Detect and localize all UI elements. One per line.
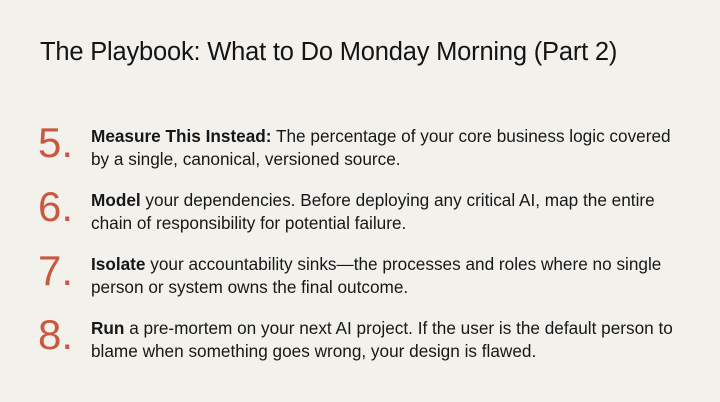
- item-number: 6.: [38, 183, 74, 230]
- item-text: [91, 189, 687, 235]
- item-lead: Model: [91, 190, 141, 210]
- item-text: [91, 253, 687, 299]
- item-lead: Run: [91, 318, 125, 338]
- item-body: your dependencies. Before deploying any critical AI, map the entire chain of responsibility for potential failure.: [91, 190, 655, 233]
- slide-title: The Playbook: What to Do Monday Morning (Part 2): [40, 38, 618, 66]
- item-text: [91, 125, 687, 171]
- item-body: The percentage of your core business logic covered by a single, canonical, versioned source.: [91, 126, 671, 169]
- item-body: a pre-mortem on your next AI project. If the user is the default person to blame when something goes wrong, your design is flawed.: [91, 318, 673, 361]
- item-number: 5.: [38, 119, 74, 166]
- playbook-item-7: [38, 247, 688, 308]
- playbook-item-6: [38, 183, 688, 244]
- playbook-item-8: [38, 311, 688, 372]
- item-number: 7.: [38, 247, 74, 294]
- item-lead: Isolate: [91, 254, 146, 274]
- item-text: [91, 317, 687, 363]
- item-lead: Measure This Instead:: [91, 126, 272, 146]
- playbook-item-5: [38, 119, 688, 180]
- item-number: 8.: [38, 311, 74, 358]
- item-body: your accountability sinks—the processes and roles where no single person or system owns the final outcome.: [91, 254, 662, 297]
